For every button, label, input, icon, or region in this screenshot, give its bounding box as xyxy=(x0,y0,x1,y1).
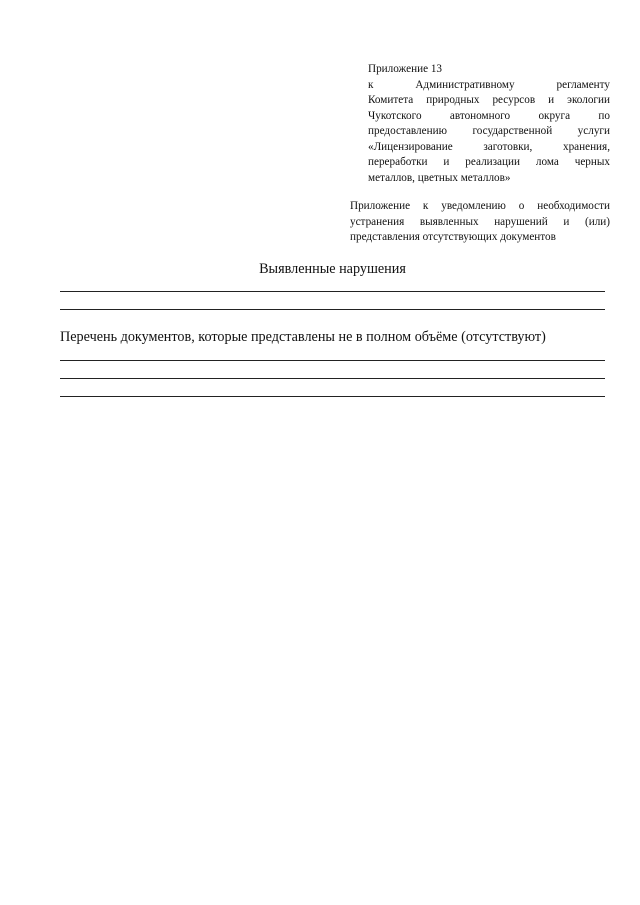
appendix-line: Комитета природных ресурсов и экологии xyxy=(368,94,610,106)
appendix-header xyxy=(368,62,610,186)
violations-heading: Выявленные нарушения xyxy=(259,261,406,277)
appendix-line: предоставлению государственной услуги xyxy=(368,125,610,137)
documents-heading: Перечень документов, которые представлены не в полном объёме (отсутствуют) xyxy=(60,329,546,345)
notice-header xyxy=(350,199,610,246)
appendix-line: Чукотского автономного округа по xyxy=(368,109,610,122)
notice-line: устранения выявленных нарушений и (или) xyxy=(350,215,610,228)
appendix-line: металлов, цветных металлов» xyxy=(368,171,511,184)
appendix-line: Приложение 13 xyxy=(368,63,443,75)
notice-line: представления отсутствующих документов xyxy=(350,231,556,243)
appendix-line: «Лицензирование заготовки, хранения, xyxy=(368,140,610,153)
documents-blank-line xyxy=(60,360,605,361)
notice-line: Приложение к уведомлению о необходимости xyxy=(350,200,610,212)
appendix-line: к Административному регламенту xyxy=(368,78,610,91)
violations-blank-line xyxy=(60,309,605,310)
appendix-line: переработки и реализации лома черных xyxy=(368,156,610,168)
documents-blank-line xyxy=(60,396,605,397)
documents-blank-line xyxy=(60,378,605,379)
violations-blank-line xyxy=(60,291,605,292)
